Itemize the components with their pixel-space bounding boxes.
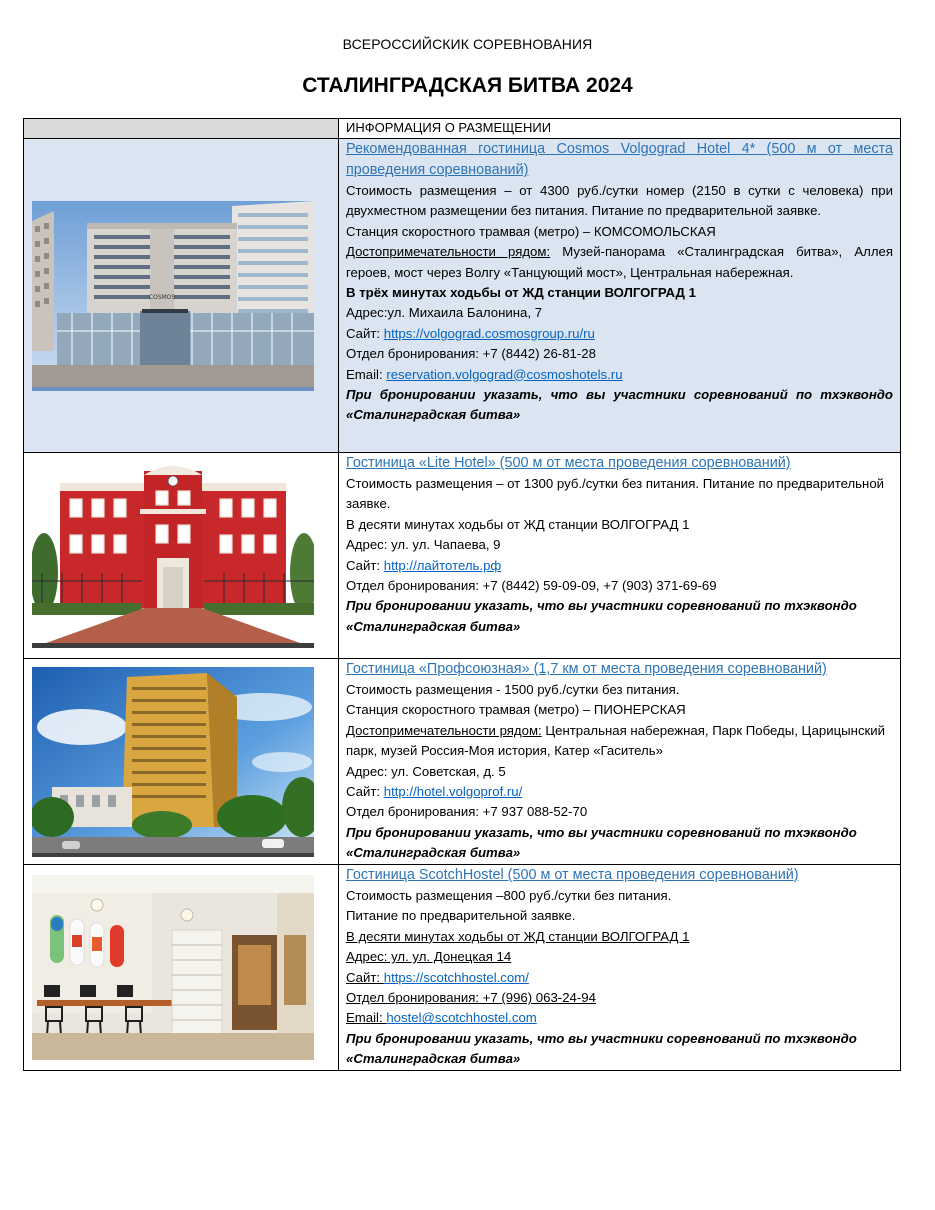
table-row [24, 659, 901, 865]
hotel-site-label: Сайт: [346, 784, 384, 800]
cosmos-sign-text: COSMOS [148, 293, 176, 301]
hotel-info-cell [339, 659, 901, 865]
hotel-site-link[interactable]: http://лайтотель.рф [383, 557, 502, 573]
document-title: СТАЛИНГРАДСКАЯ БИТВА 2024 [302, 74, 633, 97]
hotel-address: Адрес: ул. ул. Донецкая 14 [346, 949, 512, 965]
hotel-address: Адрес: ул. ул. Чапаева, 9 [346, 537, 501, 553]
hotel-site [346, 782, 893, 802]
hotel-title-link[interactable]: Гостиница «Lite Hotel» (500 м от места проведения соревнований) [346, 455, 791, 471]
hotel-walk-distance: В десяти минутах ходьбы от ЖД станции ВОЛГОГРАД 1 [346, 928, 690, 944]
hotel-site-link[interactable]: https://volgograd.cosmosgroup.ru/ru [383, 325, 595, 341]
accommodation-table [23, 118, 901, 1071]
hotel-title-link[interactable]: Гостиница ScotchHostel (500 м от места проведения соревнований) [346, 867, 799, 883]
hotel-photo-cell [24, 659, 339, 865]
hotel-booking-note: При бронировании указать, что вы участники соревнований по тхэквондо «Сталинградская битва» [346, 387, 893, 423]
hotel-email-link[interactable]: reservation.volgograd@cosmoshotels.ru [386, 366, 623, 382]
table-header-empty-cell [24, 119, 339, 139]
hotel-sights [346, 721, 893, 762]
hotel-site-label: Сайт: [346, 969, 384, 985]
hotel-info-cell [339, 139, 901, 453]
hotel-photo-profsoyuznaya [32, 667, 314, 857]
hotel-site-link[interactable]: http://hotel.volgoprof.ru/ [383, 784, 523, 800]
hotel-site [346, 968, 893, 988]
hotel-booking-phone: Отдел бронирования: +7 (996) 063-24-94 [346, 990, 596, 1006]
table-row [24, 139, 901, 453]
document-subtitle: ВСЕРОССИЙСКИК СОРЕВНОВАНИЯ [342, 36, 593, 52]
hotel-metro: Станция скоростного трамвая (метро) – ПИОНЕРСКАЯ [346, 702, 686, 718]
table-row [24, 865, 901, 1071]
hotel-photo-cell [24, 453, 339, 659]
hotel-booking-phone: Отдел бронирования: +7 937 088-52-70 [346, 804, 588, 820]
hotel-email [346, 365, 893, 385]
hotel-photo-cell [24, 865, 339, 1071]
hotel-title-link[interactable]: Гостиница «Профсоюзная» (1,7 км от места проведения соревнований) [346, 661, 827, 677]
hotel-sights [346, 242, 893, 283]
hotel-site [346, 556, 893, 576]
hotel-photo-lite-hotel [32, 463, 314, 648]
hotel-title-link[interactable]: Рекомендованная гостиница Cosmos Volgograd Hotel 4* (500 м от места проведения соревнований) [346, 141, 893, 178]
table-header-info: ИНФОРМАЦИЯ О РАЗМЕЩЕНИИ [339, 119, 901, 139]
hotel-sights-text: Музей-панорама «Сталинградская битва», Аллея героев, мост через Волгу «Танцующий мост», Центральная набережная. [346, 244, 893, 280]
hotel-booking-phone: Отдел бронирования: +7 (8442) 26-81-28 [346, 346, 596, 362]
hotel-address: Адрес:ул. Михаила Балонина, 7 [346, 305, 543, 321]
hotel-price: Стоимость размещения - 1500 руб./сутки без питания. [346, 682, 680, 697]
hotel-email [346, 1008, 893, 1028]
hotel-walk-distance: В десяти минутах ходьбы от ЖД станции ВОЛГОГРАД 1 [346, 516, 690, 532]
hotel-info-cell [339, 865, 901, 1071]
hotel-booking-note: При бронировании указать, что вы участники соревнований по тхэквондо «Сталинградская битва» [346, 598, 857, 634]
hotel-price: Стоимость размещения – от 4300 руб./сутки номер (2150 в сутки с человека) при двухместном размещении без питания. Питание по предварительной заявке. [346, 183, 893, 219]
hotel-email-link[interactable]: hostel@scotchhostel.com [386, 1010, 537, 1026]
hotel-email-label: Email: [346, 366, 387, 382]
hotel-sights-text: Центральная набережная, Парк Победы, Царицынский парк, музей Россия-Моя история, Катер «Гаситель» [346, 722, 886, 759]
hotel-site-link[interactable]: https://scotchhostel.com/ [383, 969, 529, 985]
hotel-site-label: Сайт: [346, 557, 384, 573]
hotel-site-label: Сайт: [346, 325, 384, 341]
hotel-booking-phone: Отдел бронирования: +7 (8442) 59-09-09, +7 (903) 371-69-69 [346, 578, 717, 594]
hotel-photo-cell [24, 139, 339, 453]
hotel-sights-label: Достопримечательности рядом: [346, 244, 551, 260]
table-header-row [24, 119, 901, 139]
hotel-info-cell [339, 453, 901, 659]
hotel-price: Стоимость размещения – от 1300 руб./сутки без питания. Питание по предварительной заявке. [346, 476, 885, 512]
hotel-site [346, 324, 893, 344]
hotel-photo-cosmos [32, 201, 314, 391]
hotel-metro: Станция скоростного трамвая (метро) – КОМСОМОЛЬСКАЯ [346, 223, 716, 239]
hotel-walk-distance: В трёх минутах ходьбы от ЖД станции ВОЛГОГРАД 1 [346, 285, 696, 301]
hotel-email-label: Email: [346, 1010, 387, 1026]
hotel-booking-note: При бронировании указать, что вы участники соревнований по тхэквондо «Сталинградская битва» [346, 1030, 857, 1067]
hotel-sights-label: Достопримечательности рядом: [346, 722, 542, 738]
hotel-address: Адрес: ул. Советская, д. 5 [346, 763, 506, 779]
hotel-price: Стоимость размещения –800 руб./сутки без питания. [346, 888, 672, 903]
table-row [24, 453, 901, 659]
hotel-photo-scotchhostel [32, 875, 314, 1060]
hotel-food: Питание по предварительной заявке. [346, 908, 576, 924]
hotel-booking-note: При бронировании указать, что вы участники соревнований по тхэквондо «Сталинградская битва» [346, 824, 857, 861]
